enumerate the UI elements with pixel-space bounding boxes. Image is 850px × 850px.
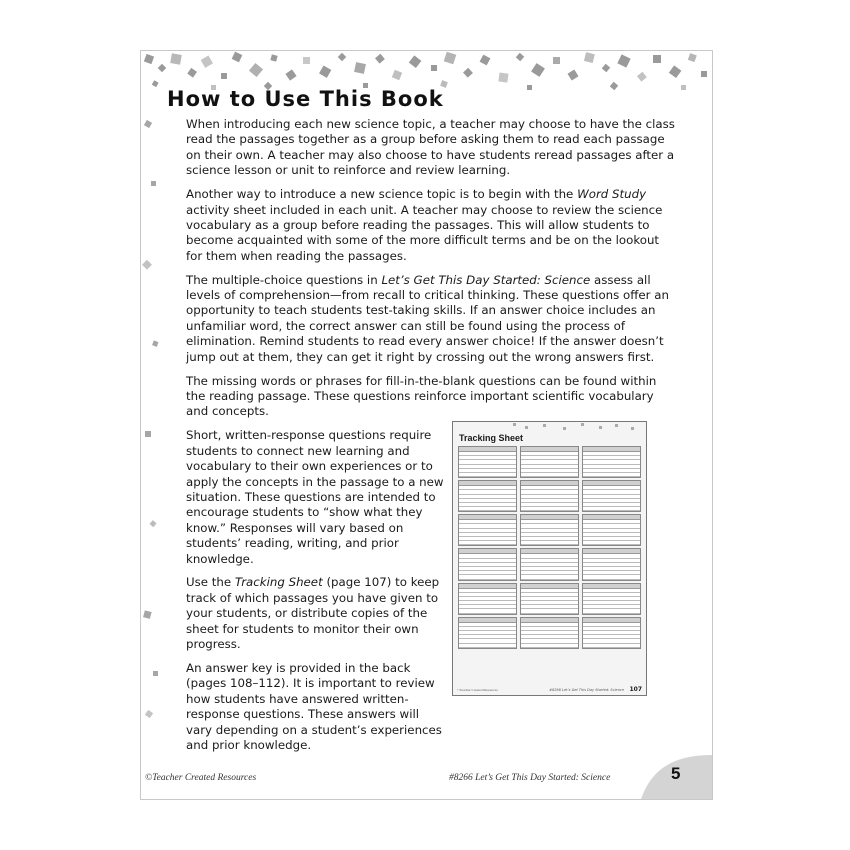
thumbnail-unit-box	[458, 514, 517, 546]
thumbnail-unit-box	[520, 548, 579, 580]
paragraph-tracking-sheet	[186, 575, 448, 652]
text-segment: (page 107) to keep track of which passages you have given to your students, or distribute copies of the sheet for students to monitor their own progress.	[186, 575, 440, 652]
thumbnail-unit-box	[458, 617, 517, 649]
paragraph-multiple-choice	[186, 273, 676, 365]
tracking-sheet-thumbnail	[452, 421, 647, 696]
thumbnail-unit-box	[582, 446, 641, 478]
paragraph-word-study	[186, 187, 676, 264]
thumbnail-unit-box	[458, 548, 517, 580]
thumbnail-unit-box	[520, 617, 579, 649]
thumbnail-table	[458, 446, 641, 678]
thumbnail-unit-box	[582, 514, 641, 546]
thumbnail-column	[458, 446, 517, 651]
thumbnail-unit-box	[458, 480, 517, 512]
thumbnail-column	[582, 446, 641, 651]
paragraph-intro: When introducing each new science topic, a teacher may choose to have the class read the passages together as a group before asking them to read each passage on their own. A teacher may also choose to have students reread passages after a science lesson or unit to reinforce and review learning.	[186, 117, 675, 178]
text-segment: assess all levels of comprehension—from recall to critical thinking. These questions offer an opportunity to teach students test-taking skills. If an answer choice includes an unfamiliar word, the correct answer can still be found using the process of elimination. Remind students to read every answer choice! If the answer doesn’t jump out at them, they can get it right by crossing out the wrong answers first.	[186, 272, 669, 364]
thumbnail-unit-box	[520, 514, 579, 546]
thumbnail-footer-right: #8266 Let’s Get This Day Started: Science	[549, 688, 624, 692]
book-page	[140, 50, 713, 800]
paragraph-fill-in-blank: The missing words or phrases for fill-in-the-blank questions can be found within the reading passage. These questions reinforce important scientific vocabulary and concepts.	[186, 373, 657, 419]
thumbnail-unit-box	[582, 617, 641, 649]
footer-book-title: #8266 Let’s Get This Day Started: Science	[449, 773, 611, 783]
text-segment: The multiple-choice questions in	[186, 272, 382, 287]
page-number: 5	[671, 764, 681, 783]
thumbnail-unit-box	[458, 583, 517, 615]
text-emphasis: Let’s Get This Day Started: Science	[381, 272, 591, 287]
text-segment: Use the	[186, 575, 235, 590]
thumbnail-title: Tracking Sheet	[459, 433, 524, 443]
thumbnail-unit-box	[582, 480, 641, 512]
paragraph-written-response: Short, written-response questions require students to connect new learning and vocabulary to their own experiences or to apply the concepts in the passage to a new situation. These questions are intended to encourage students to “show what they know.” Responses will vary based on students’ reading, writing, and prior knowledge.	[186, 428, 444, 566]
text-emphasis: Word Study	[577, 187, 647, 202]
thumbnail-unit-box	[520, 480, 579, 512]
thumbnail-unit-box	[582, 583, 641, 615]
thumbnail-footer-left: ©Teacher Created Resources	[457, 688, 498, 692]
thumbnail-page-number: 107	[629, 686, 642, 693]
text-emphasis: Tracking Sheet	[234, 575, 323, 590]
thumbnail-column	[520, 446, 579, 651]
text-segment: Another way to introduce a new science topic is to begin with the	[186, 187, 578, 202]
page-heading: How to Use This Book	[167, 87, 444, 111]
text-segment: activity sheet included in each unit. A teacher may choose to review the science vocabulary as a group before reading the passages. This will allow students to become acquainted with some of the more difficult terms and be on the lookout for them when reading the passages.	[186, 202, 663, 263]
confetti-border-left	[141, 111, 165, 800]
thumbnail-unit-box	[520, 446, 579, 478]
footer-copyright: ©Teacher Created Resources	[145, 773, 257, 783]
thumbnail-unit-box	[520, 583, 579, 615]
thumbnail-unit-box	[582, 548, 641, 580]
thumbnail-unit-box	[458, 446, 517, 478]
paragraph-answer-key: An answer key is provided in the back (pages 108–112). It is important to review how students have answered written-response questions. These answers will vary depending on a student’s experiences and prior knowledge.	[186, 661, 442, 753]
